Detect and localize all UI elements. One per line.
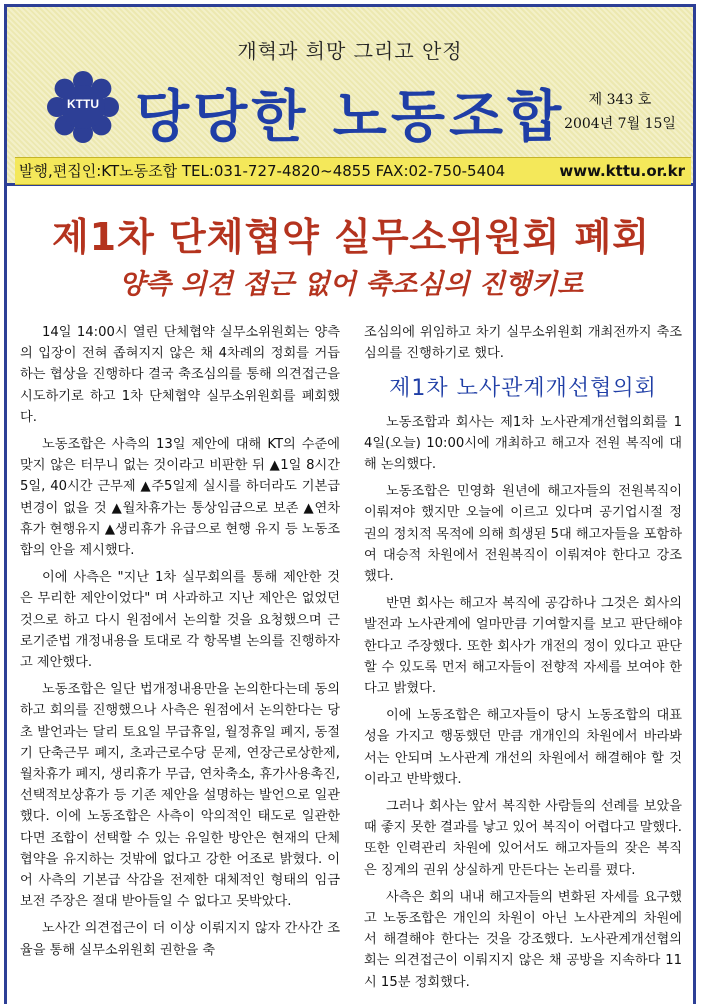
paragraph: 노동조합은 일단 법개정내용만을 논의한다는데 동의하고 회의를 진행했으나 사측은 원점에서 논의한다는 당초 발언과는 달리 토요일 무급휴일, 월정휴일 폐지, 동절기 단축근무 폐지, 초과근로수당 문제, 연장근로상한제, 월차휴가 폐지, 생리휴가 무급, 연차축소, 휴가사용촉진, 선택적보상휴가 등 기존 제안을 설명하는 발언으로 일관했다. 이에 노동조합은 사측이 악의적인 태도로 일관한다면 조합이 선택할 수 있는 유일한 방안은 현재의 단체협약을 유지하는 것밖에 없다고 강한 어조로 밝혔다. 이어 사측의 기본급 삭감을 전제한 대체적인 형태의 임금보전 주장은 절대 받아들일 수 없다고 못박았다.	[20, 682, 340, 910]
paragraph: 노동조합은 민영화 원년에 해고자들의 전원복직이 이뤄져야 했지만 오늘에 이르고 있다며 공기업시절 정권의 정치적 목적에 의해 희생된 5대 해고자들을 포함하여 대승적 차원에서 전원복직이 이뤄져야 한다고 강조했다.	[364, 484, 682, 585]
paragraph-continuation: 조심의에 위임하고 차기 실무소위원회 개최전까지 축조심의를 진행하기로 했다.	[364, 325, 682, 362]
publisher-bar	[15, 157, 691, 185]
paragraph: 노사간 의견접근이 더 이상 이뤄지지 않자 간사간 조율을 통해 실무소위원회 권한을 축	[20, 921, 340, 958]
section-title: 제1차 노사관계개선협의회	[389, 376, 657, 402]
paragraph: 반면 회사는 해고자 복직에 공감하나 그것은 회사의 발전과 노사관계에 얼마만큼 기여할지를 보고 판단해야 한다고 주장했다. 또한 회사가 개전의 정이 있다고 판단할 수 있도록 먼저 해고자들이 전향적 자세를 보여야 한다고 밝혔다.	[364, 596, 682, 697]
paragraph: 노동조합은 사측의 13일 제안에 대해 KT의 수준에 맞지 않은 터무니 없는 것이라고 비판한 뒤 ▲1일 8시간 5일, 40시간 근무제 ▲주5일제 실시를 하더라도 기본급 변경이 없을 것 ▲월차휴가는 통상임금으로 보존 ▲연차휴가 현행유지 ▲생리휴가 유급으로 현행 유지 등 노동조합의 안을 제시했다.	[20, 437, 340, 559]
issue-info	[555, 89, 685, 137]
paragraph: 이에 노동조합은 해고자들이 당시 노동조합의 대표성을 가지고 행동했던 만큼 개개인의 차원에서 바라봐서는 안되며 노사관계 개선의 차원에서 해결해야 할 것이라고 반박했다.	[364, 708, 682, 787]
paragraph: 14일 14:00시 열린 단체협약 실무소위원회는 양측의 입장이 전혀 좁혀지지 않은 채 4차례의 정회를 거듭하는 협상을 진행하다 결국 축조심의를 통해 의견접근을 시도하기로 하고 1차 단체협약 실무소위원회를 폐회했다.	[20, 325, 340, 425]
paragraph: 노동조합과 회사는 제1차 노사관계개선협의회를 14일(오늘) 10:00시에 개최하고 해고자 전원 복직에 대해 논의했다.	[364, 414, 682, 473]
website-link[interactable]: www.kttu.or.kr	[559, 162, 685, 180]
logo-text: KTTU	[67, 97, 99, 111]
newspaper-title: 당당한 노동조합	[135, 85, 566, 150]
paragraph: 사측은 회의 내내 해고자들의 변화된 자세를 요구했고 노동조합은 개인의 차원이 아닌 노사관계의 차원에서 해결해야 한다는 것을 강조했다. 노사관계개선협의회는 의견접근이 이뤄지지 않은 채 공방을 지속하다 11시 15분 정회했다.	[364, 889, 682, 990]
paragraph: 그러나 회사는 앞서 복직한 사람들의 선례를 보았을 때 좋지 못한 결과를 낳고 있어 복직이 어렵다고 말했다. 또한 인력관리 차원에 있어서도 해고자들의 잦은 복직은 징계의 권위 상실하게 만든다는 논리를 폈다.	[364, 799, 682, 878]
paragraph: 이에 사측은 "지난 1차 실무회의를 통해 제안한 것은 무리한 제안이었다" 며 사과하고 지난 제안은 없었던 것으로 하고 다시 원점에서 논의할 것을 요청했으며 근로기준법 개정내용을 토대로 각 항목별 논의를 진행하자고 제안했다.	[20, 570, 340, 671]
article-left-column	[20, 322, 340, 967]
publisher-info: 발행,편집인:KT노동조합 TEL:031-727-4820~4855 FAX:02-750-5404	[19, 162, 506, 180]
masthead	[4, 4, 696, 186]
issue-date: 2004년 7월 15일	[564, 116, 676, 132]
slogan: 개혁과 희망 그리고 안정	[237, 39, 463, 63]
issue-number: 제 343 호	[588, 92, 652, 108]
kttu-logo	[47, 71, 119, 143]
article-headline: 제1차 단체협약 실무소위원회 폐회	[51, 215, 651, 259]
article-subheadline: 양측 의견 접근 없어 축조심의 진행키로	[118, 269, 584, 300]
article-right-column	[364, 322, 682, 999]
